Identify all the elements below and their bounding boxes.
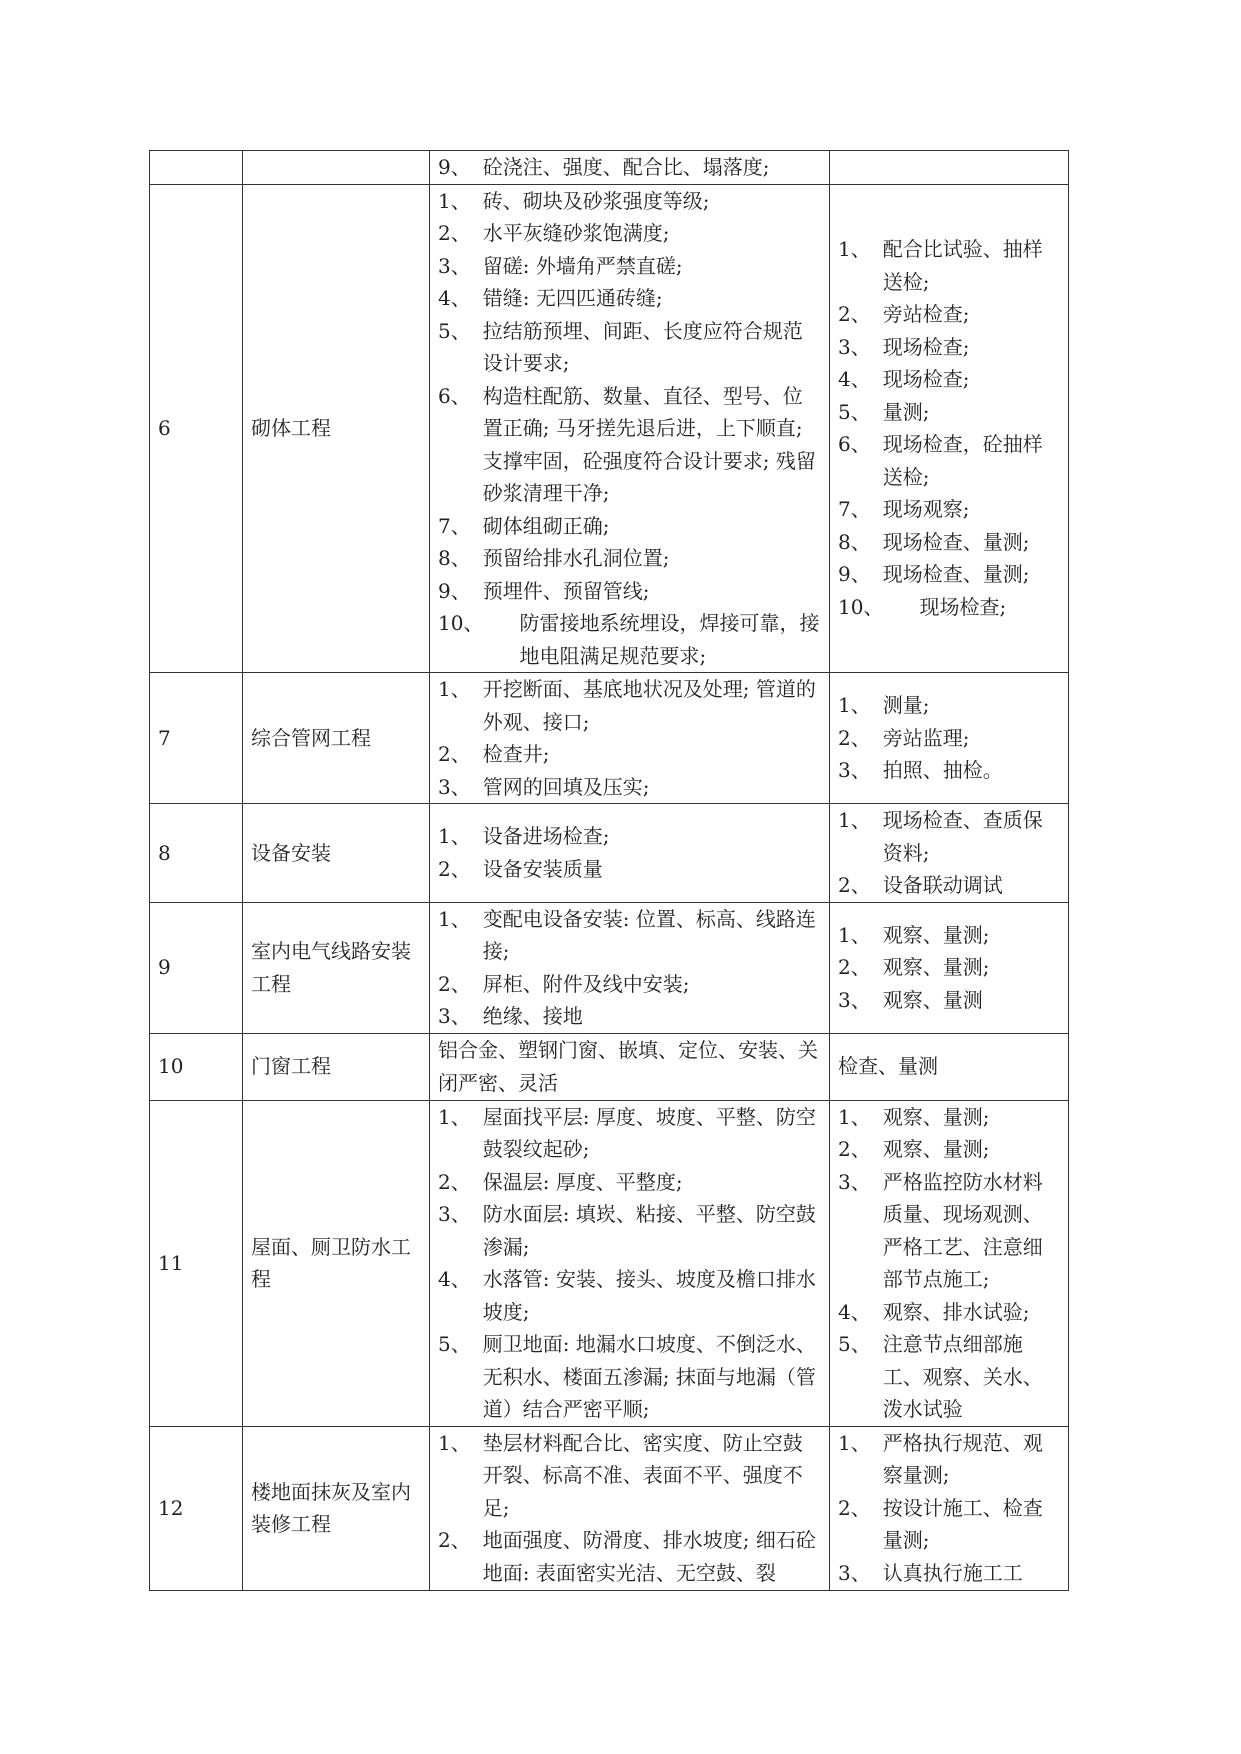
item-text: 管网的回填及压实; bbox=[482, 774, 650, 799]
list-item bbox=[438, 820, 821, 853]
list-item bbox=[838, 1101, 1060, 1134]
list-item bbox=[838, 526, 1060, 559]
item-index: 1、 bbox=[438, 677, 471, 701]
item-index: 6、 bbox=[838, 432, 871, 457]
list-item bbox=[438, 853, 821, 886]
control-methods-list bbox=[838, 1427, 1060, 1589]
item-index: 3、 bbox=[838, 334, 871, 359]
control-points-list bbox=[438, 185, 821, 673]
item-text: 观察、量测; bbox=[882, 955, 990, 980]
item-text: 构造柱配筋、数量、直径、型号、位置正确; 马牙搓先退后进，上下顺直; 支撑牢固，砼强度符合设计要求; 残留砂浆清理干净; bbox=[482, 383, 816, 505]
item-index: 1、 bbox=[438, 1104, 471, 1129]
control-methods-cell bbox=[830, 1100, 1069, 1426]
list-item bbox=[838, 1557, 1060, 1589]
list-item bbox=[438, 738, 821, 771]
item-index: 9、 bbox=[838, 562, 871, 587]
table-row bbox=[150, 1100, 1069, 1426]
item-text: 旁站检查; bbox=[882, 302, 970, 327]
item-text: 水落管: 安装、接头、坡度及檐口排水坡度; bbox=[482, 1267, 816, 1324]
control-points-list bbox=[438, 903, 821, 1033]
item-text: 砖、砌块及砂浆强度等级; bbox=[482, 188, 710, 213]
item-number-cell: 7 bbox=[150, 673, 243, 804]
list-item bbox=[838, 558, 1060, 591]
inspection-table bbox=[149, 150, 1069, 1591]
list-item bbox=[438, 1328, 821, 1426]
item-text: 现场检查; bbox=[882, 334, 970, 359]
item-index: 3、 bbox=[438, 1004, 471, 1028]
list-item bbox=[438, 1198, 821, 1263]
list-item bbox=[438, 575, 821, 608]
list-item bbox=[838, 591, 1060, 624]
item-text: 配合比试验、抽样送检; bbox=[882, 237, 1043, 294]
item-index: 10、 bbox=[838, 594, 884, 619]
item-index: 4、 bbox=[438, 1267, 471, 1291]
list-item bbox=[438, 1000, 821, 1033]
item-text: 屋面找平层: 厚度、坡度、平整、防空鼓裂纹起砂; bbox=[482, 1104, 816, 1161]
control-points-cell bbox=[430, 184, 830, 673]
control-points-list bbox=[438, 673, 821, 803]
item-text: 严格执行规范、观察量测; bbox=[882, 1430, 1043, 1487]
list-item bbox=[838, 804, 1060, 869]
item-text: 设备安装质量 bbox=[482, 856, 603, 881]
item-text: 防水面层: 填崁、粘接、平整、防空鼓渗漏; bbox=[482, 1202, 816, 1259]
item-index: 1、 bbox=[838, 237, 871, 262]
item-number-cell: 9 bbox=[150, 902, 243, 1033]
item-index: 4、 bbox=[838, 1299, 871, 1324]
item-index: 7、 bbox=[838, 497, 871, 522]
table-row bbox=[150, 902, 1069, 1033]
item-index: 2、 bbox=[438, 1169, 471, 1194]
item-index: 2、 bbox=[838, 955, 871, 980]
list-item bbox=[838, 754, 1060, 787]
item-index: 6、 bbox=[438, 383, 471, 408]
list-item bbox=[438, 282, 821, 315]
list-item bbox=[438, 1101, 821, 1166]
list-item bbox=[438, 151, 821, 184]
control-methods-list bbox=[838, 919, 1060, 1017]
control-methods-cell bbox=[830, 1426, 1069, 1590]
project-name-cell: 门窗工程 bbox=[243, 1033, 430, 1100]
item-text: 现场检查，砼抽样送检; bbox=[882, 432, 1043, 489]
control-methods-list bbox=[838, 1101, 1060, 1426]
table-row bbox=[150, 804, 1069, 903]
list-item bbox=[838, 493, 1060, 526]
item-text: 现场观察; bbox=[882, 497, 970, 522]
project-name-cell bbox=[243, 151, 430, 185]
item-index: 3、 bbox=[838, 1560, 871, 1585]
item-text: 拉结筋预埋、间距、长度应符合规范设计要求; bbox=[482, 318, 803, 375]
project-name-cell: 砌体工程 bbox=[243, 184, 430, 673]
control-points-list bbox=[438, 1101, 821, 1426]
item-index: 8、 bbox=[438, 546, 471, 570]
item-text: 现场检查、量测; bbox=[882, 562, 1030, 587]
control-points-cell bbox=[430, 804, 830, 903]
item-number-cell bbox=[150, 151, 243, 185]
item-text: 预埋件、预留管线; bbox=[482, 578, 650, 603]
item-index: 5、 bbox=[838, 1332, 871, 1356]
item-index: 5、 bbox=[438, 1332, 471, 1356]
list-item bbox=[438, 217, 821, 250]
item-text: 保温层: 厚度、平整度; bbox=[482, 1169, 683, 1194]
item-text: 屏柜、附件及线中安装; bbox=[482, 971, 690, 996]
item-text: 观察、量测; bbox=[882, 1104, 990, 1129]
item-index: 3、 bbox=[838, 1169, 871, 1194]
item-number-cell: 6 bbox=[150, 184, 243, 673]
list-item bbox=[838, 428, 1060, 493]
item-text: 旁站监理; bbox=[882, 725, 970, 750]
control-methods-cell bbox=[830, 902, 1069, 1033]
item-index: 3、 bbox=[438, 1202, 471, 1226]
control-methods-list bbox=[838, 1050, 1060, 1083]
control-points-cell bbox=[430, 902, 830, 1033]
item-index: 9、 bbox=[438, 578, 471, 603]
control-points-cell bbox=[430, 151, 830, 185]
item-text: 测量; bbox=[882, 693, 930, 718]
item-text: 观察、量测; bbox=[882, 1137, 990, 1161]
item-index: 2、 bbox=[838, 1137, 871, 1161]
list-item bbox=[438, 1034, 821, 1099]
project-name-cell: 综合管网工程 bbox=[243, 673, 430, 804]
list-item bbox=[438, 1263, 821, 1328]
list-item bbox=[438, 968, 821, 1001]
list-item bbox=[838, 869, 1060, 902]
table-row bbox=[150, 1033, 1069, 1100]
table-row bbox=[150, 1426, 1069, 1590]
item-text: 开挖断面、基底地状况及处理; 管道的外观、接口; bbox=[482, 677, 816, 734]
item-text: 拍照、抽检。 bbox=[882, 758, 1003, 783]
list-item bbox=[838, 919, 1060, 952]
control-points-cell bbox=[430, 1033, 830, 1100]
project-name-cell: 楼地面抹灰及室内装修工程 bbox=[243, 1426, 430, 1590]
list-item bbox=[838, 331, 1060, 364]
item-index: 2、 bbox=[438, 856, 471, 881]
item-index: 10、 bbox=[438, 611, 484, 635]
item-index: 3、 bbox=[838, 987, 871, 1012]
item-text: 量测; bbox=[882, 399, 930, 424]
item-index: 4、 bbox=[438, 286, 471, 310]
list-item bbox=[838, 396, 1060, 429]
list-item bbox=[838, 1427, 1060, 1492]
list-item bbox=[838, 363, 1060, 396]
item-text: 铝合金、塑钢门窗、嵌填、定位、安装、关闭严密、灵活 bbox=[438, 1038, 818, 1095]
item-index: 5、 bbox=[838, 399, 871, 424]
list-item bbox=[838, 1133, 1060, 1166]
list-item bbox=[438, 380, 821, 510]
item-text: 垫层材料配合比、密实度、防止空鼓开裂、标高不准、表面不平、强度不足; bbox=[482, 1430, 803, 1520]
control-points-list bbox=[438, 820, 821, 885]
control-methods-list bbox=[838, 689, 1060, 787]
item-text: 地面强度、防滑度、排水坡度; 细石砼地面: 表面密实光洁、无空鼓、裂 bbox=[482, 1528, 816, 1585]
item-text: 严格监控防水材料质量、现场观测、严格工艺、注意细部节点施工; bbox=[882, 1169, 1043, 1291]
item-index: 2、 bbox=[838, 725, 871, 750]
item-number-cell: 10 bbox=[150, 1033, 243, 1100]
item-text: 预留给排水孔洞位置; bbox=[482, 546, 670, 570]
item-index: 1、 bbox=[438, 1430, 471, 1455]
table-body bbox=[150, 151, 1069, 1591]
item-text: 错缝: 无四匹通砖缝; bbox=[482, 286, 663, 310]
item-index: 4、 bbox=[838, 367, 871, 392]
item-index: 9、 bbox=[438, 155, 471, 179]
list-item bbox=[838, 1166, 1060, 1296]
item-text: 检查、量测 bbox=[838, 1054, 938, 1079]
item-index: 2、 bbox=[838, 873, 871, 897]
item-text: 现场检查、量测; bbox=[882, 529, 1030, 554]
control-methods-list bbox=[838, 804, 1060, 902]
list-item bbox=[438, 673, 821, 738]
item-index: 1、 bbox=[438, 906, 471, 931]
item-index: 2、 bbox=[438, 742, 471, 766]
list-item bbox=[838, 1492, 1060, 1557]
item-text: 防雷接地系统埋设，焊接可靠，接地电阻满足规范要求; bbox=[519, 611, 820, 668]
item-index: 2、 bbox=[438, 221, 471, 245]
item-index: 3、 bbox=[438, 253, 471, 278]
item-text: 设备联动调试 bbox=[882, 873, 1003, 897]
item-text: 现场检查; bbox=[919, 594, 1007, 619]
list-item bbox=[438, 542, 821, 575]
control-points-cell bbox=[430, 673, 830, 804]
item-text: 注意节点细部施工、观察、关水、泼水试验 bbox=[882, 1332, 1043, 1421]
item-text: 砼浇注、强度、配合比、塌落度; bbox=[482, 155, 770, 179]
item-index: 1、 bbox=[838, 1430, 871, 1455]
item-index: 2、 bbox=[438, 1528, 471, 1552]
list-item bbox=[438, 903, 821, 968]
item-text: 检查井; bbox=[482, 742, 550, 766]
item-text: 水平灰缝砂浆饱满度; bbox=[482, 221, 670, 245]
control-points-list bbox=[438, 1427, 821, 1589]
control-points-cell bbox=[430, 1426, 830, 1590]
project-name-cell: 设备安装 bbox=[243, 804, 430, 903]
control-methods-list bbox=[838, 233, 1060, 623]
item-index: 3、 bbox=[438, 774, 471, 799]
item-text: 现场检查、查质保资料; bbox=[882, 808, 1043, 865]
list-item bbox=[438, 250, 821, 283]
table-row bbox=[150, 673, 1069, 804]
list-item bbox=[438, 185, 821, 218]
control-points-list bbox=[438, 1034, 821, 1099]
control-methods-cell bbox=[830, 184, 1069, 673]
item-text: 按设计施工、检查量测; bbox=[882, 1495, 1043, 1552]
item-index: 2、 bbox=[438, 971, 471, 996]
item-index: 1、 bbox=[438, 188, 471, 213]
item-text: 砌体组砌正确; bbox=[482, 513, 610, 538]
item-text: 观察、量测; bbox=[882, 922, 990, 947]
list-item bbox=[838, 1328, 1060, 1426]
project-name-cell: 屋面、厕卫防水工程 bbox=[243, 1100, 430, 1426]
list-item bbox=[438, 315, 821, 380]
table-row bbox=[150, 184, 1069, 673]
list-item bbox=[838, 1296, 1060, 1329]
item-text: 留磋: 外墙角严禁直磋; bbox=[482, 253, 683, 278]
list-item bbox=[438, 510, 821, 543]
item-text: 变配电设备安装: 位置、标高、线路连接; bbox=[482, 906, 816, 963]
list-item bbox=[838, 233, 1060, 298]
item-index: 1、 bbox=[838, 922, 871, 947]
table-row bbox=[150, 151, 1069, 185]
item-index: 3、 bbox=[838, 758, 871, 783]
item-index: 1、 bbox=[838, 693, 871, 718]
project-name-cell: 室内电气线路安装工程 bbox=[243, 902, 430, 1033]
item-text: 认真执行施工工 bbox=[882, 1560, 1023, 1585]
item-index: 8、 bbox=[838, 529, 871, 554]
list-item bbox=[838, 298, 1060, 331]
item-text: 观察、排水试验; bbox=[882, 1299, 1030, 1324]
item-number-cell: 12 bbox=[150, 1426, 243, 1590]
item-index: 7、 bbox=[438, 513, 471, 538]
item-index: 2、 bbox=[838, 1495, 871, 1520]
list-item bbox=[438, 607, 821, 672]
control-methods-cell bbox=[830, 1033, 1069, 1100]
list-item bbox=[838, 951, 1060, 984]
item-text: 现场检查; bbox=[882, 367, 970, 392]
item-index: 2、 bbox=[838, 302, 871, 327]
item-index: 1、 bbox=[838, 1104, 871, 1129]
control-points-list bbox=[438, 151, 821, 184]
list-item bbox=[838, 722, 1060, 755]
item-text: 观察、量测 bbox=[882, 987, 983, 1012]
list-item bbox=[838, 984, 1060, 1017]
list-item bbox=[838, 689, 1060, 722]
list-item bbox=[438, 1427, 821, 1525]
item-text: 厕卫地面: 地漏水口坡度、不倒泛水、无积水、楼面五渗漏; 抹面与地漏（管道）结合严密平顺; bbox=[482, 1332, 816, 1421]
list-item bbox=[838, 1050, 1060, 1083]
control-methods-cell bbox=[830, 151, 1069, 185]
item-index: 1、 bbox=[438, 824, 471, 849]
item-index: 5、 bbox=[438, 318, 471, 343]
item-number-cell: 11 bbox=[150, 1100, 243, 1426]
list-item bbox=[438, 771, 821, 804]
list-item bbox=[438, 1166, 821, 1199]
control-methods-cell bbox=[830, 804, 1069, 903]
list-item bbox=[438, 1524, 821, 1589]
control-points-cell bbox=[430, 1100, 830, 1426]
control-methods-cell bbox=[830, 673, 1069, 804]
item-text: 设备进场检查; bbox=[482, 824, 610, 849]
item-index: 1、 bbox=[838, 808, 871, 832]
item-text: 绝缘、接地 bbox=[482, 1004, 583, 1028]
item-number-cell: 8 bbox=[150, 804, 243, 903]
